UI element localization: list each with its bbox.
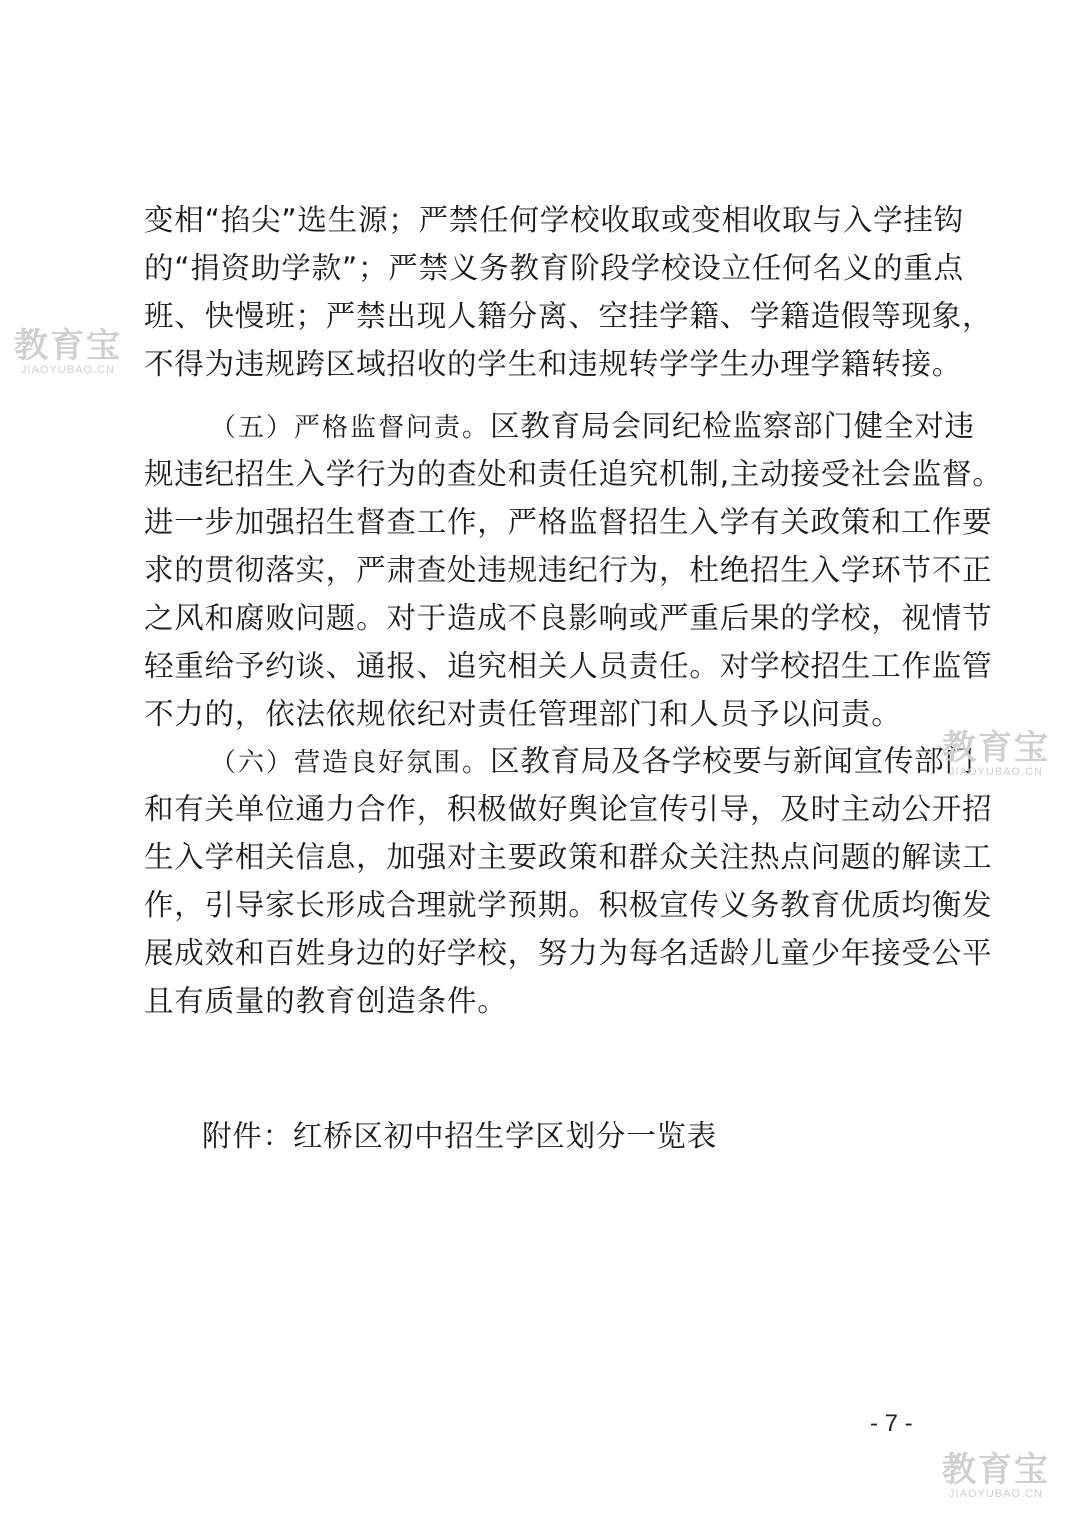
- watermark-sub-text: JIAOYUBAO.CN: [949, 1488, 1043, 1500]
- text-line: 且有质量的教育创造条件。: [144, 984, 508, 1018]
- section-heading: （六）营造良好氛围。: [210, 748, 491, 778]
- text-line: 生入学相关信息，加强对主要政策和群众关注热点问题的解读工: [144, 840, 993, 874]
- watermark-main-text: 教育宝: [942, 1450, 1050, 1490]
- watermark-sub-text: JIAOYUBAO.CN: [949, 766, 1043, 778]
- text-line: 班、快慢班；严禁出现人籍分离、空挂学籍、学籍造假等现象，: [144, 299, 993, 333]
- text-line: 和有关单位通力合作，积极做好舆论宣传引导，及时主动公开招: [144, 792, 993, 826]
- page-number: - 7 -: [870, 1410, 913, 1437]
- text-line: [210, 739, 975, 785]
- text-line: 作，引导家长形成合理就学预期。积极宣传义务教育优质均衡发: [144, 888, 993, 922]
- section-heading: （五）严格监督问责。: [210, 413, 491, 443]
- text-line: 的“捐资助学款”；严禁义务教育阶段学校设立任何名义的重点: [144, 251, 964, 285]
- text-line: 不得为违规跨区域招收的学生和违规转学学生办理学籍转接。: [144, 347, 963, 381]
- text-segment: 区教育局会同纪检监察部门健全对违: [490, 409, 975, 443]
- text-line: 不力的，依法依规依纪对责任管理部门和人员予以问责。: [144, 697, 902, 731]
- text-line: [210, 404, 975, 450]
- text-line: 之风和腐败问题。对于造成不良影响或严重后果的学校，视情节: [144, 601, 993, 635]
- text-line: 进一步加强招生督查工作，严格监督招生入学有关政策和工作要: [144, 505, 993, 539]
- watermark-logo: [942, 730, 1050, 778]
- text-line: 变相“掐尖”选生源；严禁任何学校收取或变相收取与入学挂钩: [144, 203, 964, 237]
- text-line: 轻重给予约谈、通报、追究相关人员责任。对学校招生工作监管: [144, 649, 993, 683]
- text-line: 规违纪招生入学行为的查处和责任追究机制,主动接受社会监督。: [144, 457, 1003, 491]
- watermark-sub-text: JIAOYUBAO.CN: [21, 364, 115, 376]
- watermark-main-text: 教育宝: [942, 728, 1050, 768]
- watermark-logo: [14, 328, 122, 376]
- attachment-text: 附件：红桥区初中招生学区划分一览表: [202, 1119, 718, 1153]
- text-line: 求的贯彻落实，严肃查处违规违纪行为，杜绝招生入学环节不正: [144, 553, 993, 587]
- text-segment: 区教育局及各学校要与新闻宣传部门: [490, 744, 975, 778]
- text-line: 展成效和百姓身边的好学校，努力为每名适龄儿童少年接受公平: [144, 936, 993, 970]
- watermark-main-text: 教育宝: [14, 326, 122, 366]
- watermark-logo: [942, 1452, 1050, 1500]
